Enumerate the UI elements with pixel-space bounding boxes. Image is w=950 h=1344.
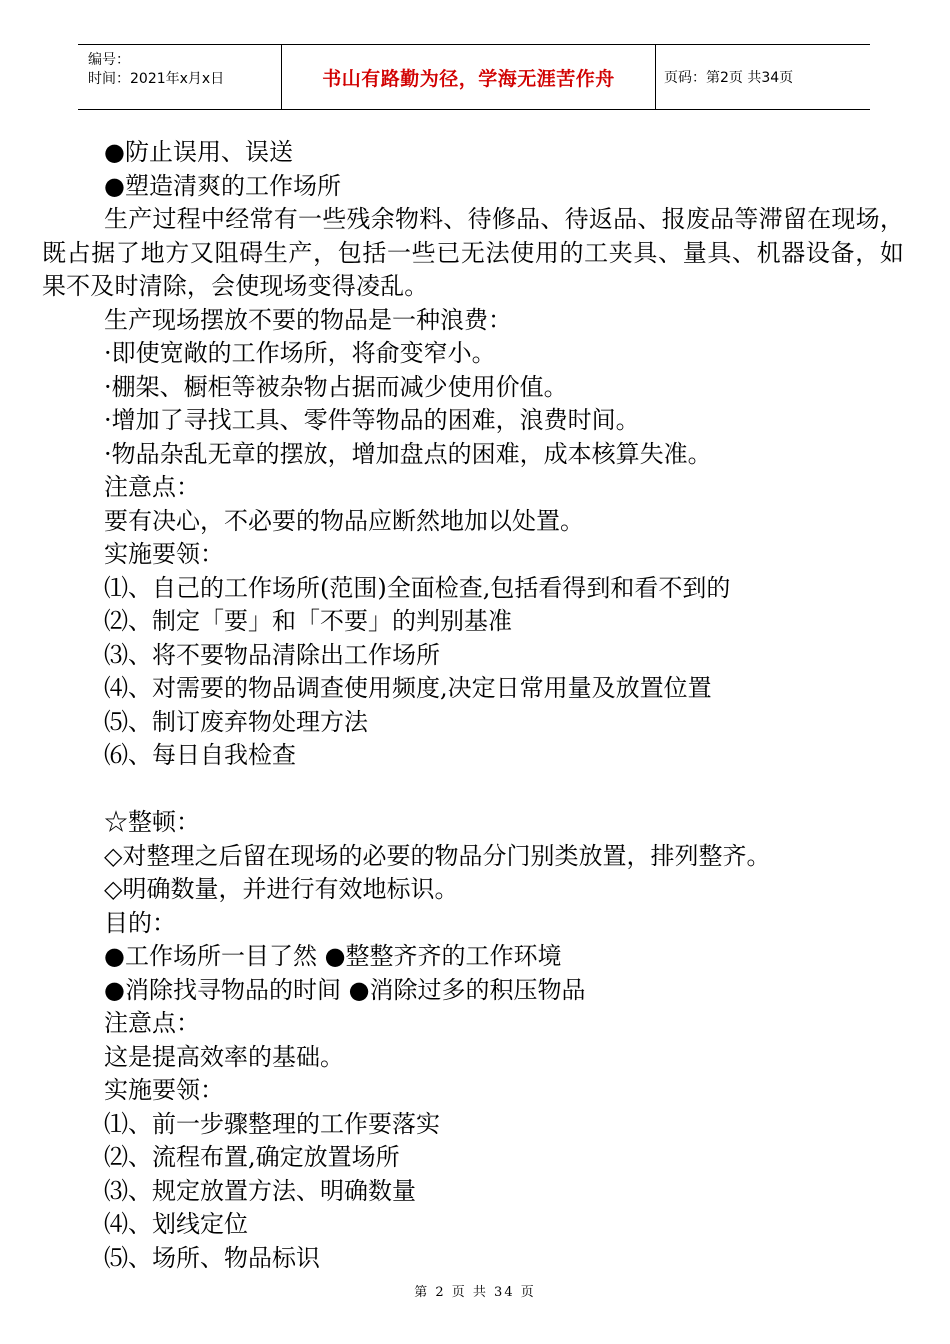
section-label: 注意点： [104,473,200,501]
bullet-line: ●消除找寻物品的时间 ●消除过多的积压物品 [104,975,586,1004]
bullet-line: ●防止误用、误送 [104,138,293,166]
diamond-item: ◇对整理之后留在现场的必要的物品分门别类放置，排列整齐。 [104,841,771,870]
numbered-item: ⑴、自己的工作场所(范围)全面检查,包括看得到和看不到的 [104,573,731,602]
blank-line [104,773,904,807]
document-header [78,44,870,110]
list-item: ·物品杂乱无章的摆放，增加盘点的困难，成本核算失准。 [104,439,712,468]
header-meta-cell [78,45,282,109]
list-item: ·增加了寻找工具、零件等物品的困难，浪费时间。 [104,406,640,434]
section-label: 实施要领： [104,540,224,568]
section-heading: ☆整顿： [104,808,200,836]
numbered-item: ⑸、场所、物品标识 [104,1243,320,1272]
numbered-item: ⑵、制定「要」和「不要」的判别基准 [104,607,512,635]
numbered-item: ⑷、对需要的物品调查使用频度,决定日常用量及放置位置 [104,674,712,702]
serial-number-label: 编号： [88,52,130,68]
text-line: 要有决心，不必要的物品应断然地加以处置。 [104,506,584,535]
document-body [42,136,904,1275]
diamond-item: ◇明确数量，并进行有效地标识。 [104,875,459,903]
bullet-line: ●塑造清爽的工作场所 [104,171,341,200]
section-label: 目的： [104,908,176,937]
numbered-item: ⑷、划线定位 [104,1210,248,1238]
section-label: 实施要领： [104,1076,224,1104]
list-item: ·棚架、橱柜等被杂物占据而减少使用价值。 [104,372,568,401]
numbered-item: ⑶、将不要物品清除出工作场所 [104,640,440,669]
page-footer: 第 2 页 共 34 页 [414,1285,536,1300]
header-page-info: 页码：第2页 共34页 [664,70,794,86]
header-motto: 书山有路勤为径，学海无涯苦作舟 [282,45,656,109]
paragraph: 生产过程中经常有一些残余物料、待修品、待返品、报废品等滞留在现场，既占据了地方又阻碍生产，包括一些已无法使用的工夹具、量具、机器设备，如果不及时清除，会使现场变得凌乱。 [42,205,904,300]
text-line: 这是提高效率的基础。 [104,1042,344,1071]
numbered-item: ⑵、流程布置,确定放置场所 [104,1143,400,1171]
bullet-line: ●工作场所一目了然 ●整整齐齐的工作环境 [104,942,562,970]
section-label: 注意点： [104,1009,200,1037]
date-label: 时间：2021年x月x日 [88,71,225,87]
numbered-item: ⑹、每日自我检查 [104,741,296,769]
numbered-item: ⑴、前一步骤整理的工作要落实 [104,1109,440,1138]
numbered-item: ⑸、制订废弃物处理方法 [104,707,368,736]
text-line: 生产现场摆放不要的物品是一种浪费： [104,305,512,334]
list-item: ·即使宽敞的工作场所，将俞变窄小。 [104,339,496,367]
numbered-item: ⑶、规定放置方法、明确数量 [104,1176,416,1205]
